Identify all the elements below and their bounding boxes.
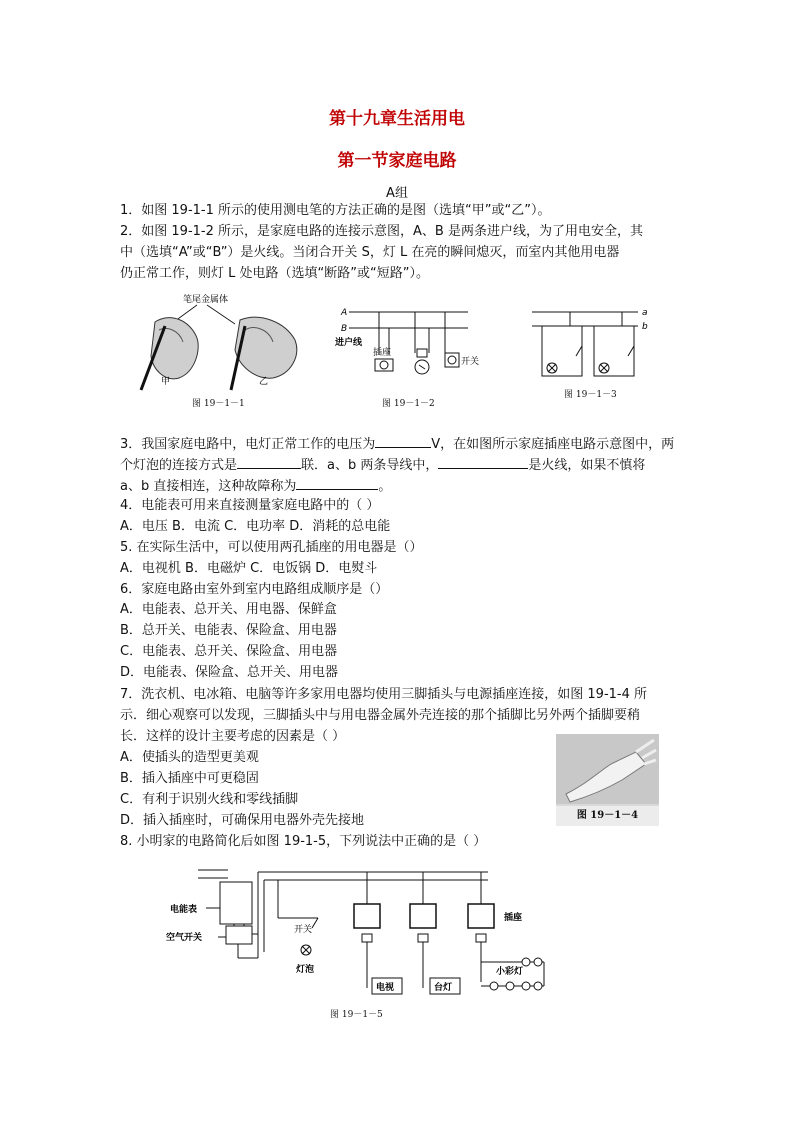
fig2-label-switch: 开关 [461,357,480,367]
question-3-line-3 [120,475,391,497]
figure-19-1-4-photo [556,734,659,826]
q3-blank-live-wire[interactable] [438,454,528,469]
q3-blank-voltage[interactable] [375,433,431,448]
fig5-caption: 图 19－1－5 [330,1010,383,1020]
question-7-line-3: 长．这样的设计主要考虑的因素是（ ） [120,729,346,744]
fig1-caption: 图 19－1－1 [192,399,245,409]
fig1-right-label: 乙 [259,377,269,387]
question-2-line-1: 2．如图 19-1-2 所示，是家庭电路的连接示意图，A、B 是两条进户线，为了用电安全，其 [120,224,643,239]
fig5-small-lights-label: 小彩灯 [496,967,524,977]
q3-text-2b: 联．a、b 两条导线中， [301,458,439,473]
fig3-label-a: a [642,308,648,318]
fig5-meter-label: 电能表 [170,905,198,915]
question-6-option-b: B．总开关、电能表、保险盒、用电器 [120,623,337,638]
fig3-caption: 图 19－1－3 [564,390,617,400]
q3-text-3a: a、b 直接相连，这种故障称为 [120,479,297,494]
q3-text-3b: 。 [378,479,392,494]
q3-text-2c: 是火线，如果不慎将 [528,458,646,473]
question-7-option-b: B．插入插座中可更稳固 [120,771,259,786]
question-6-option-a: A．电能表、总开关、用电器、保鲜盒 [120,602,337,617]
question-7-line-2: 示．细心观察可以发现，三脚插头中与用电器金属外壳连接的那个插脚比另外两个插脚要稍 [120,708,641,723]
fig1-left-label: 甲 [161,377,171,387]
question-2-line-3: 仍正常工作，则灯 L 处电路（选填“断路”或“短路”）。 [120,266,429,281]
question-4: 4．电能表可用来直接测量家庭电路中的（ ） [120,498,380,513]
question-7-line-1: 7．洗衣机、电冰箱、电脑等许多家用电器均使用三脚插头与电源插座连接，如图 19-1-4 所 [120,687,648,702]
question-5: 5. 在实际生活中，可以使用两孔插座的用电器是（） [120,540,423,555]
question-3-line-2 [120,454,645,476]
fig2-label-b: B [341,324,348,334]
fig5-air-switch-label: 空气开关 [166,933,203,943]
group-label: A组 [386,186,408,201]
figure-19-1-2 [333,305,480,383]
question-7-option-a: A．使插头的造型更美观 [120,750,259,765]
fig2-label-a: A [341,308,348,318]
question-1: 1．如图 19-1-1 所示的使用测电笔的方法正确的是图（选填“甲”或“乙”）。 [120,203,551,218]
question-7-option-c: C．有利于识别火线和零线插脚 [120,792,299,807]
fig1-top-label: 笔尾金属体 [183,295,229,305]
fig3-label-b: b [642,322,648,332]
fig5-socket-label: 插座 [504,913,523,923]
figure-19-1-5 [168,862,548,1002]
question-6-option-c: C．电能表、总开关、保险盒、用电器 [120,644,338,659]
section-title: 第一节家庭电路 [337,151,457,171]
figure-19-1-1 [135,290,305,408]
fig5-switch-label: 开关 [294,925,313,935]
question-6: 6．家庭电路由室外到室内电路组成顺序是（） [120,582,389,597]
fig5-lamp-label: 台灯 [434,983,453,993]
question-8: 8. 小明家的电路简化后如图 19-1-5，下列说法中正确的是（ ） [120,834,487,849]
fig5-tv-label: 电视 [376,983,395,993]
q3-text-1b: V，在如图所示家庭插座电路示意图中，两 [431,437,675,452]
fig5-bulb-label: 灯泡 [296,965,315,975]
chapter-title: 第十九章生活用电 [329,109,465,129]
q3-blank-connection[interactable] [237,454,301,469]
question-4-options: A．电压 B．电流 C．电功率 D．消耗的总电能 [120,519,391,534]
q3-text-2a: 个灯泡的连接方式是 [120,458,238,473]
figure-19-1-3 [530,306,656,378]
fig2-caption: 图 19－1－2 [382,399,435,409]
question-2-line-2: 中（选填“A”或“B”）是火线。当闭合开关 S，灯 L 在亮的瞬间熄灭，而室内其他用电器 [120,245,620,260]
plug-icon [556,734,659,804]
fig2-label-in: 进户线 [335,338,363,348]
fig4-caption: 图 19－1－4 [556,806,659,826]
question-3-line-1 [120,433,674,455]
question-6-option-d: D．电能表、保险盒、总开关、用电器 [120,665,339,680]
question-5-options: A．电视机 B．电磁炉 C．电饭锅 D．电熨斗 [120,561,378,576]
q3-text-1a: 3．我国家庭电路中，电灯正常工作的电压为 [120,437,376,452]
q3-blank-fault[interactable] [296,475,378,490]
fig2-label-socket: 插座 [373,348,392,358]
question-7-option-d: D．插入插座时，可确保用电器外壳先接地 [120,813,365,828]
